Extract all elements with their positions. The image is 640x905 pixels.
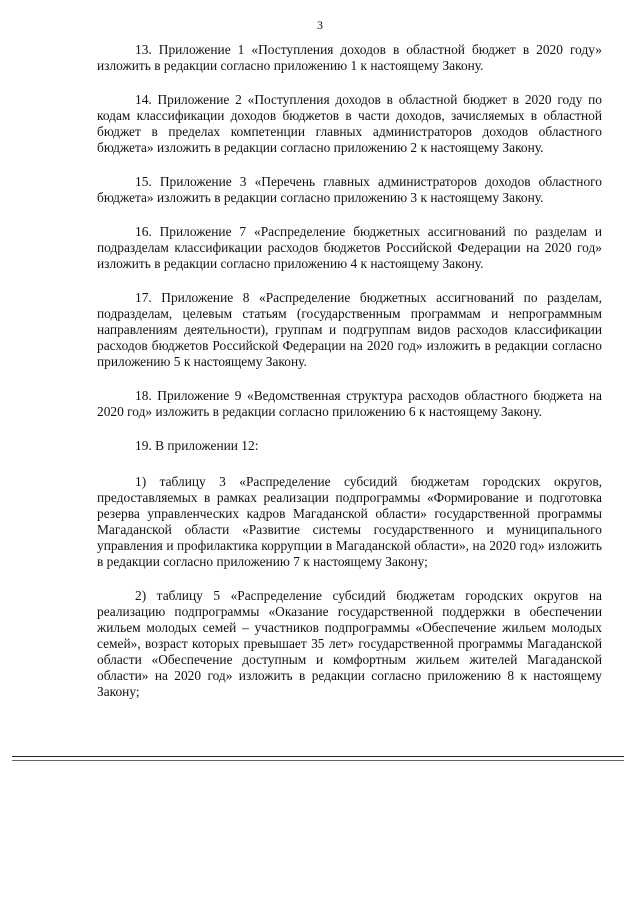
paragraph-item-15: 15. Приложение 3 «Перечень главных администраторов доходов областного бюджета» изложить в редакции согласно приложению 3 к настоящему Закону. [97,174,602,205]
paragraph-item-16: 16. Приложение 7 «Распределение бюджетных ассигнований по разделам и подразделам классификации расходов бюджетов Российской Федерации на 2020 год» изложить в редакции согласно приложению 4 к настоящему Закону. [97,224,602,271]
paragraph-subitem-2: 2) таблицу 5 «Распределение субсидий бюджетам городских округов на реализацию подпрограммы «Оказание государственной поддержки в обеспечении жильем молодых семей – участников подпрограммы «Обеспечение жильем молодых семей», возраст которых превышает 35 лет» государственной программы Магаданской области «Обеспечение доступным и комфортным жильем жителей Магаданской области» на 2020 год» изложить в редакции согласно приложению 8 к настоящему Закону; [97,588,602,699]
paragraph-item-14: 14. Приложение 2 «Поступления доходов в областной бюджет в 2020 году по кодам классификации доходов бюджетов в части доходов, зачисляемых в областной бюджет в пределах компетенции главных администраторов доходов областного бюджета» изложить в редакции согласно приложению 2 к настоящему Закону. [97,92,602,155]
paragraph-item-17: 17. Приложение 8 «Распределение бюджетных ассигнований по разделам, подразделам, целевым статьям (государственным программам и непрограммным направлениям деятельности), группам и подгруппам видов расходов классификации расходов бюджетов Российской Федерации на 2020 год» изложить в редакции согласно приложению 5 к настоящему Закону. [97,290,602,369]
document-body [97,42,602,718]
bottom-divider-thin [12,760,624,761]
paragraph-item-18: 18. Приложение 9 «Ведомственная структура расходов областного бюджета на 2020 год» изложить в редакции согласно приложению 6 к настоящему Закону. [97,388,602,419]
page-number: 3 [317,18,323,32]
paragraph-item-19: 19. В приложении 12: [135,438,259,453]
bottom-divider [12,756,624,757]
paragraph-subitem-1: 1) таблицу 3 «Распределение субсидий бюджетам городских округов, предоставляемых в рамках реализации подпрограммы «Формирование и подготовка резерва управленческих кадров Магаданской области» государственной программы Магаданской области «Развитие системы государственного и муниципального управления и профилактика коррупции в Магаданской области», на 2020 год» изложить в редакции согласно приложению 7 к настоящему Закону; [97,474,602,569]
paragraph-item-13: 13. Приложение 1 «Поступления доходов в областной бюджет в 2020 году» изложить в редакции согласно приложению 1 к настоящему Закону. [97,42,602,73]
